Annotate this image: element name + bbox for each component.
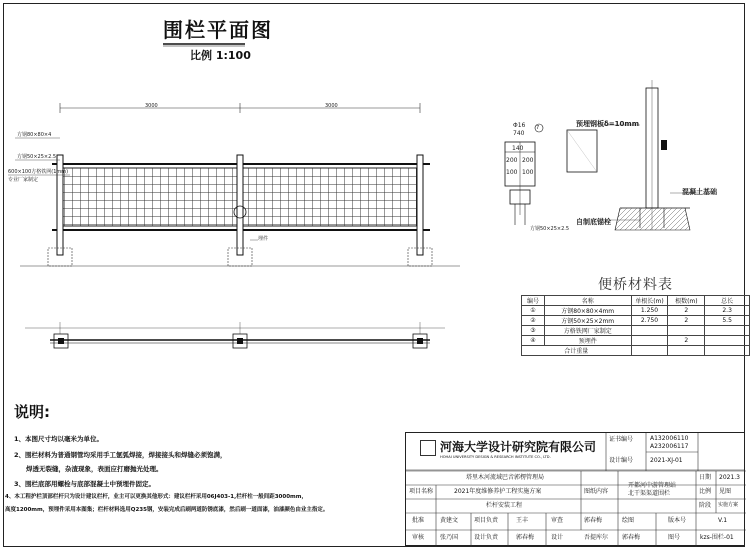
material-table [521, 295, 750, 356]
check-label: 审查 [551, 517, 564, 524]
notes-heading: 说明: [14, 403, 50, 421]
detail-200a: 200 [506, 157, 518, 164]
drawing-name-2: 北干渠渠道围栏 [628, 490, 671, 497]
table-total-row: 合计重量 [522, 346, 750, 356]
stage-label: 阶段 [699, 502, 712, 509]
design-no-label: 设计编号 [609, 457, 634, 464]
content-label: 图纸内容 [584, 488, 609, 495]
proj-lead-name: 王丰 [516, 517, 529, 524]
tag-embed: 埋件 [258, 236, 269, 242]
dim-left: 3000 [145, 103, 158, 109]
org-name-en: HOHAI UNIVERSITY DESIGN & RESEARCH INSTITUTE CO., LTD. [440, 455, 551, 459]
detail-anchor: 自制底锚栓 [576, 218, 611, 226]
table-row: ② 方钢50×25×2mm 2.750 2 5.5 [522, 316, 750, 326]
detail-concrete: 混凝土基础 [682, 188, 717, 196]
note-4: 4、本工程护栏顶部栏杆只为设计建议栏杆，业主可以更换其他形式：建议栏杆采用06J403-1,栏杆柱一般间距3000mm， [5, 494, 307, 500]
table-header-row [522, 296, 750, 306]
pic-no-label: 图号 [668, 534, 681, 541]
approver-name: 黄建文 [440, 517, 459, 524]
section-detail [567, 80, 700, 230]
note-3: 3、围栏底部用螺栓与底部混凝土中预埋件固定。 [14, 480, 156, 488]
detail-740: 740 [513, 130, 525, 137]
pic-no-value: kzs-围栏-01 [700, 534, 734, 541]
tag-post: 方钢80×80×4 [17, 132, 52, 138]
proj-lead-label: 项目负责 [474, 517, 499, 524]
detail-100b: 100 [522, 169, 534, 176]
project-name: 2021年度维修养护工程实施方案 [454, 488, 542, 495]
scale-label: 比例 [699, 488, 712, 495]
draw-name: 吾提库尔 [584, 534, 609, 541]
cert-no-2: A232006117 [650, 443, 689, 450]
chief-name: 张乃国 [440, 534, 459, 541]
drawing-scale: 比例 1:100 [190, 49, 251, 62]
draw-label: 设计 [551, 534, 564, 541]
drawing-title: 围栏平面图 [163, 18, 273, 42]
table-row: ③ 方格铁网厂家制定 [522, 326, 750, 336]
col-length: 单根长(m) [631, 296, 668, 306]
detail-phi: Φ16 [513, 122, 526, 129]
date-label: 日期 [699, 474, 712, 481]
version-label: 版本号 [668, 517, 687, 524]
design-no: 2021-XJ-01 [650, 457, 683, 464]
scale-value: 见图 [719, 488, 732, 495]
note-2b: 焊透无裂缝，杂渣现象，表面应打磨抛光处理。 [26, 465, 163, 473]
table-row: ① 方钢80×80×4mm 1.250 2 2.3 [522, 306, 750, 316]
col-name: 名称 [544, 296, 631, 306]
org-name: 河海大学设计研究院有限公司 [440, 440, 597, 454]
detail-plate: 预埋钢板δ=10mm [576, 120, 640, 128]
client: 塔里木河流域巴音郭楞管理局 [466, 474, 545, 481]
tag-mesh: 600×100方格铁网(1mm) [8, 169, 69, 175]
note-1: 1、本图尺寸均以毫米为单位。 [14, 435, 104, 443]
note-2: 2、围栏材料为普通钢管均采用手工氩弧焊接，焊接接头和焊缝必须饱满， [14, 451, 227, 459]
title-block [405, 432, 745, 546]
tag-rail-2: 方钢50×25×2.5 [530, 226, 570, 232]
tag-maker: 专业厂家制定 [8, 177, 39, 183]
detail-200b: 200 [522, 157, 534, 164]
org-logo-icon [420, 440, 436, 456]
stage-value: 实施方案 [718, 502, 739, 508]
drafter-label: 绘图 [622, 517, 635, 524]
chief-label: 审核 [412, 534, 425, 541]
detail-circle-no: 7 [536, 125, 540, 131]
version-value: V.1 [718, 517, 728, 524]
check-name: 郭春梅 [584, 517, 603, 524]
fence-plan [25, 322, 445, 348]
content-name: 栏杆安装工程 [486, 502, 523, 509]
design-lead-label: 设计负责 [474, 534, 499, 541]
col-no: 编号 [522, 296, 545, 306]
cert-label: 证书编号 [609, 436, 634, 443]
table-row: ④ 预埋件 2 [522, 336, 750, 346]
project-label: 项目名称 [409, 488, 434, 495]
dim-right: 3000 [325, 103, 338, 109]
approve-label: 批准 [412, 517, 425, 524]
drawing-name-1: 开都河中游管理站 [628, 482, 677, 489]
design-lead-name: 郭春梅 [516, 534, 535, 541]
detail-100a: 100 [506, 169, 518, 176]
fence-elevation [8, 138, 460, 266]
note-4b: 高度1200mm，预埋件采用本图集；栏杆材料选用Q235钢，安装完成后刷两道防锈底漆，然后刷一道面漆，油漆颜色由业主指定。 [5, 507, 329, 513]
col-total: 总长 [705, 296, 750, 306]
date-value: 2021.3 [719, 474, 740, 481]
material-table-title: 便桥材料表 [598, 277, 673, 293]
detail-140: 140 [512, 145, 524, 152]
tag-rail: 方钢50×25×2.5 [17, 154, 57, 160]
cert-no-1: A132006110 [650, 435, 689, 442]
drafter-name: 郭春梅 [622, 534, 641, 541]
col-count: 根数(m) [668, 296, 705, 306]
